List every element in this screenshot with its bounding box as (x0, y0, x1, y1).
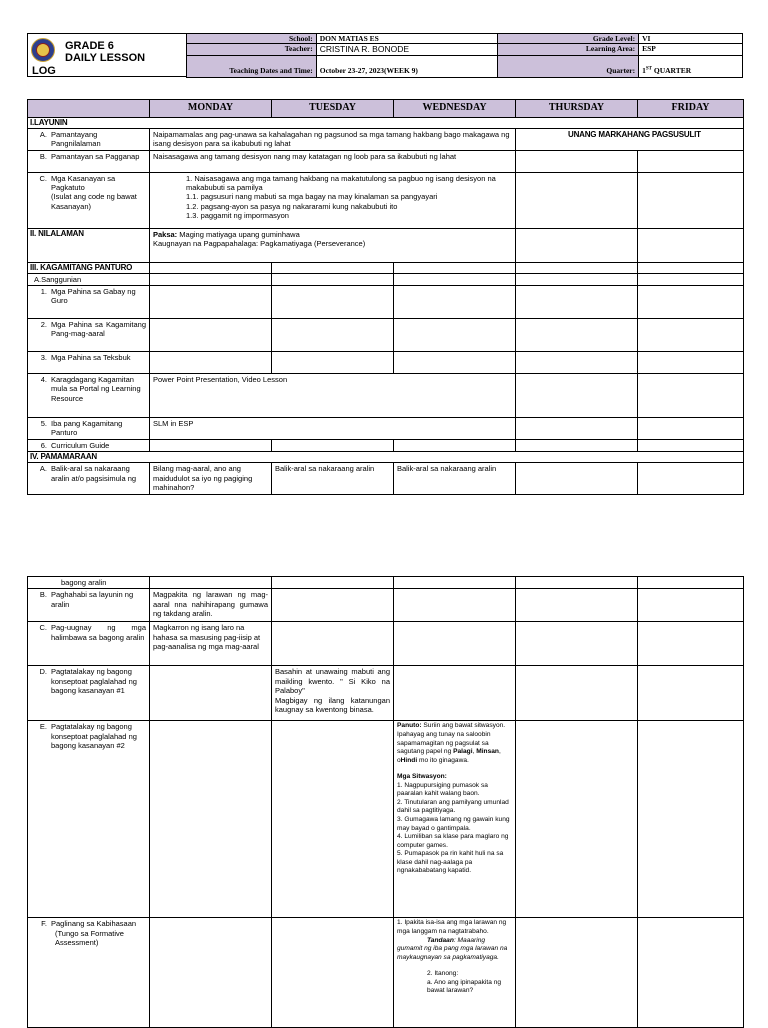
row-pamamaraan-f-label: F. Paglinang sa Kabihasaan (Tungo sa Formative Assessment) (28, 918, 150, 1028)
row-pamamaraan-a-label: A. Balik-aral sa nakaraang aralin at/o pagsisimula ng (28, 463, 150, 495)
grade-level-value: VI (639, 34, 743, 44)
kagamitan-item-1: 1. Mga Pahina sa Gabay ng Guro (28, 285, 150, 318)
row-pamamaraan-e-label: E. Pagtatalakay ng bagong konseptoat paglalahad ng bagong kasanayan #2 (28, 721, 150, 918)
section-kagamitan: III. KAGAMITANG PANTURO (28, 262, 150, 273)
day-header-monday: MONDAY (150, 100, 272, 118)
kagamitan-item-5: 5. Iba pang Kagamitang Panturo (28, 417, 150, 439)
balik-aral-wednesday: Balik-aral sa nakaraang aralin (394, 463, 516, 495)
row-a-label: A. Pamantayang Pangnilalaman (28, 128, 150, 150)
deped-seal-icon (31, 38, 55, 62)
kagamitan-item-2: 2. Mga Pahina sa Kagamitang Pang-mag-aaral (28, 318, 150, 351)
teaching-dates-value: October 23-27, 2023(WEEK 9) (316, 56, 498, 78)
pag-uugnay-monday: Magkarron ng isang laro na hahasa sa masusing pag-iisip at pag-aanalisa ng mga mag-aaral (150, 622, 272, 666)
day-header-wednesday: WEDNESDAY (394, 100, 516, 118)
row-pamamaraan-c-label: C. Pag-uugnay ng mga halimbawa sa bagong aralin (28, 622, 150, 666)
pagtatalakay-2-wednesday: Panuto: Suriin ang bawat sitwasyon. Ipahayag ang tunay na saloobin sapamamagitan ng pagsulat sa sagutang papel ng Palagi, Minsan, oHindi mo ito ginagawa. Mga Sitwasyon: 1. Nagpupursiging pumasok sa paaralan kahit walang baon. 2. Tinutularan ang pamilyang umunlad dahil sa pagtitiyaga. 3. Gumagawa lamang ng gawain kung may bayad o gantimpala. 4. Lumiliban sa klase para maglaro ng computer games. 5. Pumapasok pa rin kahit huli na sa klase dahil nag-aalaga pa ngnakababatang kapatid. (394, 721, 516, 918)
quarter-value: 1ST QUARTER (639, 56, 743, 78)
title-line3: LOG (32, 65, 56, 77)
teaching-dates-label: Teaching Dates and Time: (187, 56, 317, 78)
paghahabi-monday: Magpakita ng larawan ng mag-aaral nna nahihirapang gumawa ng takdang aralin. (150, 589, 272, 622)
grade-level-label: Grade Level: (498, 34, 639, 44)
day-header-friday: FRIDAY (638, 100, 744, 118)
learning-area-value: ESP (639, 44, 743, 56)
title-line2: DAILY LESSON (65, 52, 146, 64)
row-pamamaraan-b-label: B. Paghahabi sa layunin ng aralin (28, 589, 150, 622)
school-value: DON MATIAS ES (316, 34, 498, 44)
section-nilalaman: II. NILALAMAN (28, 228, 150, 262)
thursday-exam-note: UNANG MARKAHANG PAGSUSULIT (516, 128, 744, 150)
learning-area-label: Learning Area: (498, 44, 639, 56)
paglinang-wednesday: 1. Ipakita isa-isa ang mga larawan ng mga langgam na nagtatrabaho. Tandaan: Maaaring gumamit ng iba pang mga larawan na maykaugnayan sa pagkamatiyaga. 2. Itanong: a. Ano ang ipinapakita ng bawat larawan? (394, 918, 516, 1028)
header-logo-box (27, 33, 187, 77)
kagamitan-item-6: 6. Curriculum Guide (28, 439, 150, 451)
balik-aral-tuesday: Balik-aral sa nakaraang aralin (272, 463, 394, 495)
iba-pang-kagamitan-value: SLM in ESP (150, 417, 516, 439)
kagamitan-item-3: 3. Mga Pahina sa Teksbuk (28, 351, 150, 373)
lesson-table-page1 (27, 99, 744, 495)
pamantayan-sa-pagganap-text: Naisasagawa ang tamang desisyon nang may katatagan ng loob para sa ikabubuti ng lahat (150, 150, 516, 172)
sanggunian-label: A.Sanggunian (28, 273, 150, 285)
row-c-label: C. Mga Kasanayan sa Pagkatuto (Isulat ang code ng bawat Kasanayan) (28, 172, 150, 228)
pamantayang-pangnilalaman-text: Naipamamalas ang pag-unawa sa kahalagahan ng pagsunod sa mga tamang hakbang bago makagawa ng isang desisyon para sa ikabubuti ng lahat (150, 128, 516, 150)
teacher-label: Teacher: (187, 44, 317, 56)
kasanayan-text: 1. Naisasagawa ang mga tamang hakbang na makatutulong sa pagbuo ng isang desisyon na makabubuti sa pamilya 1.1. pagsusuri nang mabuti sa mga bagay na may kinalaman sa pangyayari 1.2. pagsang-ayon sa pasya ng nakararami kung nakabubuti ito 1.3. paggamit ng impormasyon (150, 172, 516, 228)
pagtatalakay-1-tuesday: Basahin at unawaing mabuti ang maikling kwento. " Si Kiko na Palaboy" Magbigay ng ilang katanungan kaugnay sa kwentong binasa. (272, 666, 394, 721)
header-info-table (186, 33, 743, 78)
row-pamamaraan-d-label: D. Pagtatalakay ng bagong konseptoat paglalahad ng bagong kasanayan #1 (28, 666, 150, 721)
teacher-value: CRISTINA R. BONODE (316, 44, 498, 56)
nilalaman-content: Paksa: Maging matiyaga upang guminhawa Kaugnayan na Pagpapahalaga: Pagkamatiyaga (Perseverance) (150, 228, 516, 262)
section-pamamaraan: IV. PAMAMARAAN (28, 452, 744, 463)
day-header-blank (28, 100, 150, 118)
lesson-table-page2 (27, 576, 744, 1028)
school-label: School: (187, 34, 317, 44)
quarter-label: Quarter: (498, 56, 639, 78)
kagamitan-item-4: 4. Karagdagang Kagamitan mula sa Portal ng Learning Resource (28, 373, 150, 417)
day-header-thursday: THURSDAY (516, 100, 638, 118)
balik-aral-monday: Bilang mag-aaral, ano ang maidudulot sa iyo ng pagiging mahinahon? (150, 463, 272, 495)
row-a-label-continued: bagong aralin (28, 577, 150, 589)
title-line1: GRADE 6 (65, 40, 114, 52)
karagdagang-kagamitan-value: Power Point Presentation, Video Lesson (150, 373, 516, 417)
row-b-label: B. Pamantayan sa Pagganap (28, 150, 150, 172)
day-header-tuesday: TUESDAY (272, 100, 394, 118)
section-layunin: I.LAYUNIN (28, 117, 744, 128)
